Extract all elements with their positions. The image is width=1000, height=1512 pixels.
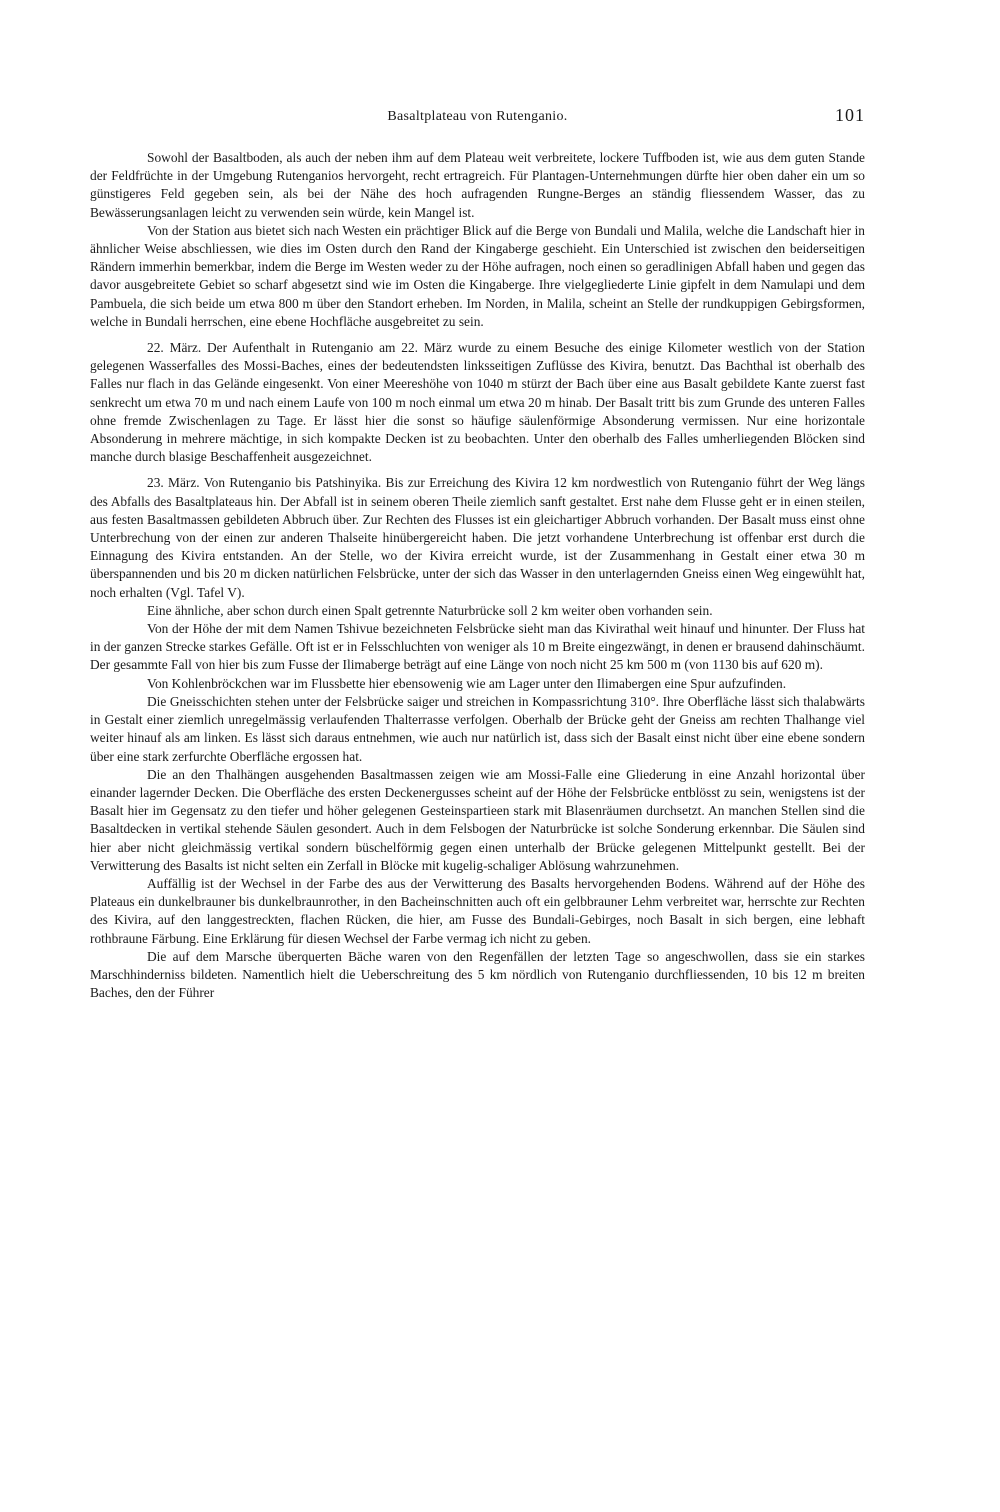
paragraph-natural-bridge: Eine ähnliche, aber schon durch einen Spalt getrennte Naturbrücke soll 2 km weiter oben vorhanden sein. (147, 602, 713, 618)
paragraph-gneiss: Die Gneisschichten stehen unter der Felsbrücke saiger und streichen in Kompassrichtung 310°. Ihre Oberfläche lässt sich thalabwärts in Gestalt einer ziemlich unregelmässig verlaufenden Thalterrasse verfolgen. Oberhalb der Brücke geht der Gneiss am rechten Thalhange viel weiter hinauf als am linken. Es lässt sich daraus entnehmen, wie auch nur natürlich ist, dass sich der Basalt einst nicht über eine ebene sondern über eine stark zerfurchte Oberfläche ergossen hat. (90, 693, 865, 764)
page-number: 101 (835, 105, 865, 125)
paragraph-soil-color: Auffällig ist der Wechsel in der Farbe des aus der Verwitterung des Basalts hervorgehenden Bodens. Während auf der Höhe des Plateaus ein dunkelbrauner bis dunkelbraunrother, in den Bacheinschnitten auch oft ein gelbbrauner Lehm verbreitet war, herrschte zur Rechten des Kivira, auf den langgestreckten, flachen Rücken, die hier, am Fusse des Bundali-Gebirges, noch Basalt in sich bergen, eine lebhaft rothbraune Färbung. Eine Erklärung für diesen Wechsel der Farbe vermag ich nicht zu geben. (90, 875, 865, 946)
paragraph-view-west: Von der Station aus bietet sich nach Westen ein prächtiger Blick auf die Berge von Bundali und Malila, welche die Landschaft hier in ähnlicher Weise abschliessen, wie dies im Osten durch den Rand der Kingaberge geschieht. Ein Unterschied ist zwischen den beiderseitigen Rändern immerhin bemerkbar, indem die Berge im Westen weder zu der Höhe aufragen, noch einen so geradlinigen Abfall haben und gegen das davor ausgebreitete Gebiet so scharf abgesetzt sind wie im Osten die Kingaberge. Ihre vielgegliederte Linie gipfelt in dem Namulapi und dem Pambuela, die sich beide um etwa 800 m über den Standort erheben. Im Norden, in Malila, scheint an Stelle der rundkuppigen Gebirgsformen, welche in Bundali herrschen, eine ebene Hochfläche ausgebreitet zu sein. (90, 222, 865, 329)
body-text (90, 149, 865, 1002)
running-header-title: Basaltplateau von Rutenganio. (387, 109, 568, 124)
page-header (90, 105, 865, 135)
paragraph-soil: Sowohl der Basaltboden, als auch der neben ihm auf dem Plateau weit verbreitete, lockere Tuffboden ist, wie aus dem guten Stande der Feldfrüchte in der Umgebung Rutenganios hervorgeht, recht ertragreich. Für Plantagen-Unternehmungen dürfte hier oben daher ein um so günstigeres Feld gegeben sein, als bei der Nähe des hoch aufragenden Rungne-Berges an ständig fliessendem Wasser, das zu Bewässerungsanlagen leicht zu verwenden sein würde, kein Mangel ist. (90, 150, 865, 220)
paragraph-march-22: 22. März. Der Aufenthalt in Rutenganio am 22. März wurde zu einem Besuche des einige Kilometer westlich von der Station gelegenen Wasserfalles des Mossi-Baches, eines der bedeutendsten linksseitigen Zuflüsse des Kivira, benutzt. Das Bachthal ist oberhalb des Falles nur flach in das Gelände eingesenkt. Von einer Meereshöhe von 1040 m stürzt der Bach über eine aus Basalt gebildete Kante zuerst fast senkrecht um etwa 70 m und nach einem Laufe von 100 m noch einmal um etwa 20 m hinab. Der Basalt tritt bis zum Grunde des unteren Falles ohne fremde Zwischenlagen zu Tage. Er lässt hier die sonst so häufige säulenförmige Absonderung vermissen. Nur eine horizontale Absonderung in mehrere mächtige, in sich kompakte Decken ist zu beobachten. Unter den oberhalb des Falles umherliegenden Blöcken sind manche durch blasige Beschaffenheit ausgezeichnet. (90, 340, 865, 465)
paragraph-march-23: 23. März. Von Rutenganio bis Patshinyika. Bis zur Erreichung des Kivira 12 km nordwestlich von Rutenganio führt der Weg längs des Abfalls des Basaltplateaus hin. Der Abfall ist in seinem oberen Theile ziemlich sanft gestaltet. Erst nahe dem Flusse geht er in einen steilen, aus festen Basaltmassen gebildeten Abbruch über. Zur Rechten des Flusses ist ein gleichartiger Abbruch vorhanden. Der Basalt muss einst ohne Unterbrechung von der einen zur anderen Thalseite hinübergereicht haben. Die jetzt vorhandene Unterbrechung ist offenbar erst durch die Einnagung des Kivira entstanden. An der Stelle, wo der Kivira erreicht wurde, ist der Zusammenhang in Gestalt einer etwa 30 m überspannenden und bis 20 m dicken natürlichen Felsbrücke, unter der sich das Wasser in den unterlagernden Gneiss einen Weg eingewühlt hat, noch erhalten (Vgl. Tafel V). (90, 475, 865, 600)
paragraph-basalt-layers: Die an den Thalhängen ausgehenden Basaltmassen zeigen wie am Mossi-Falle eine Gliederung in eine Anzahl horizontal über einander lagernder Decken. Die Oberfläche des ersten Deckenergusses scheint auf der Höhe der Felsbrücke entblösst zu sein, wenigstens ist der Basalt hier im Gegensatz zu den tiefer und höher gelegenen Gesteinspartieen stark mit Blasenräumen durchsetzt. An manchen Stellen sind die Basaltdecken in vertikal stehende Säulen gesondert. Auch in dem Felsbogen der Naturbrücke ist solche Sonderung erkennbar. Die Säulen sind hier aber nicht gleichmässig vertikal sondern büschelförmig gegen einen unterhalb der Brücke gelegenen Mittelpunkt gestellt. Bei der Verwitterung des Basalts ist nicht selten ein Zerfall in Blöcke mit kugelig-schaliger Ablösung wahrzunehmen. (90, 766, 865, 873)
paragraph-kivira-valley: Von der Höhe der mit dem Namen Tshivue bezeichneten Felsbrücke sieht man das Kivirathal weit hinauf und hinunter. Der Fluss hat in der ganzen Strecke starkes Gefälle. Oft ist er in Felsschluchten von weniger als 10 m Breite eingezwängt, in denen er brausend dahinschäumt. Der gesammte Fall von hier bis zum Fusse der Ilimaberge beträgt auf eine Länge von noch nicht 25 km 500 m (von 1130 bis auf 620 m). (90, 621, 865, 673)
paragraph-streams: Die auf dem Marsche überquerten Bäche waren von den Regenfällen der letzten Tage so angeschwollen, dass sie ein starkes Marschhinderniss bildeten. Namentlich hielt die Ueberschreitung des 5 km nördlich von Rutenganio durchfliessenden, 10 bis 12 m breiten Baches, den der Führer (90, 948, 865, 1001)
document-page (90, 105, 865, 1002)
paragraph-coal: Von Kohlenbröckchen war im Flussbette hier ebensowenig wie am Lager unter den Ilimabergen eine Spur aufzufinden. (147, 675, 787, 691)
